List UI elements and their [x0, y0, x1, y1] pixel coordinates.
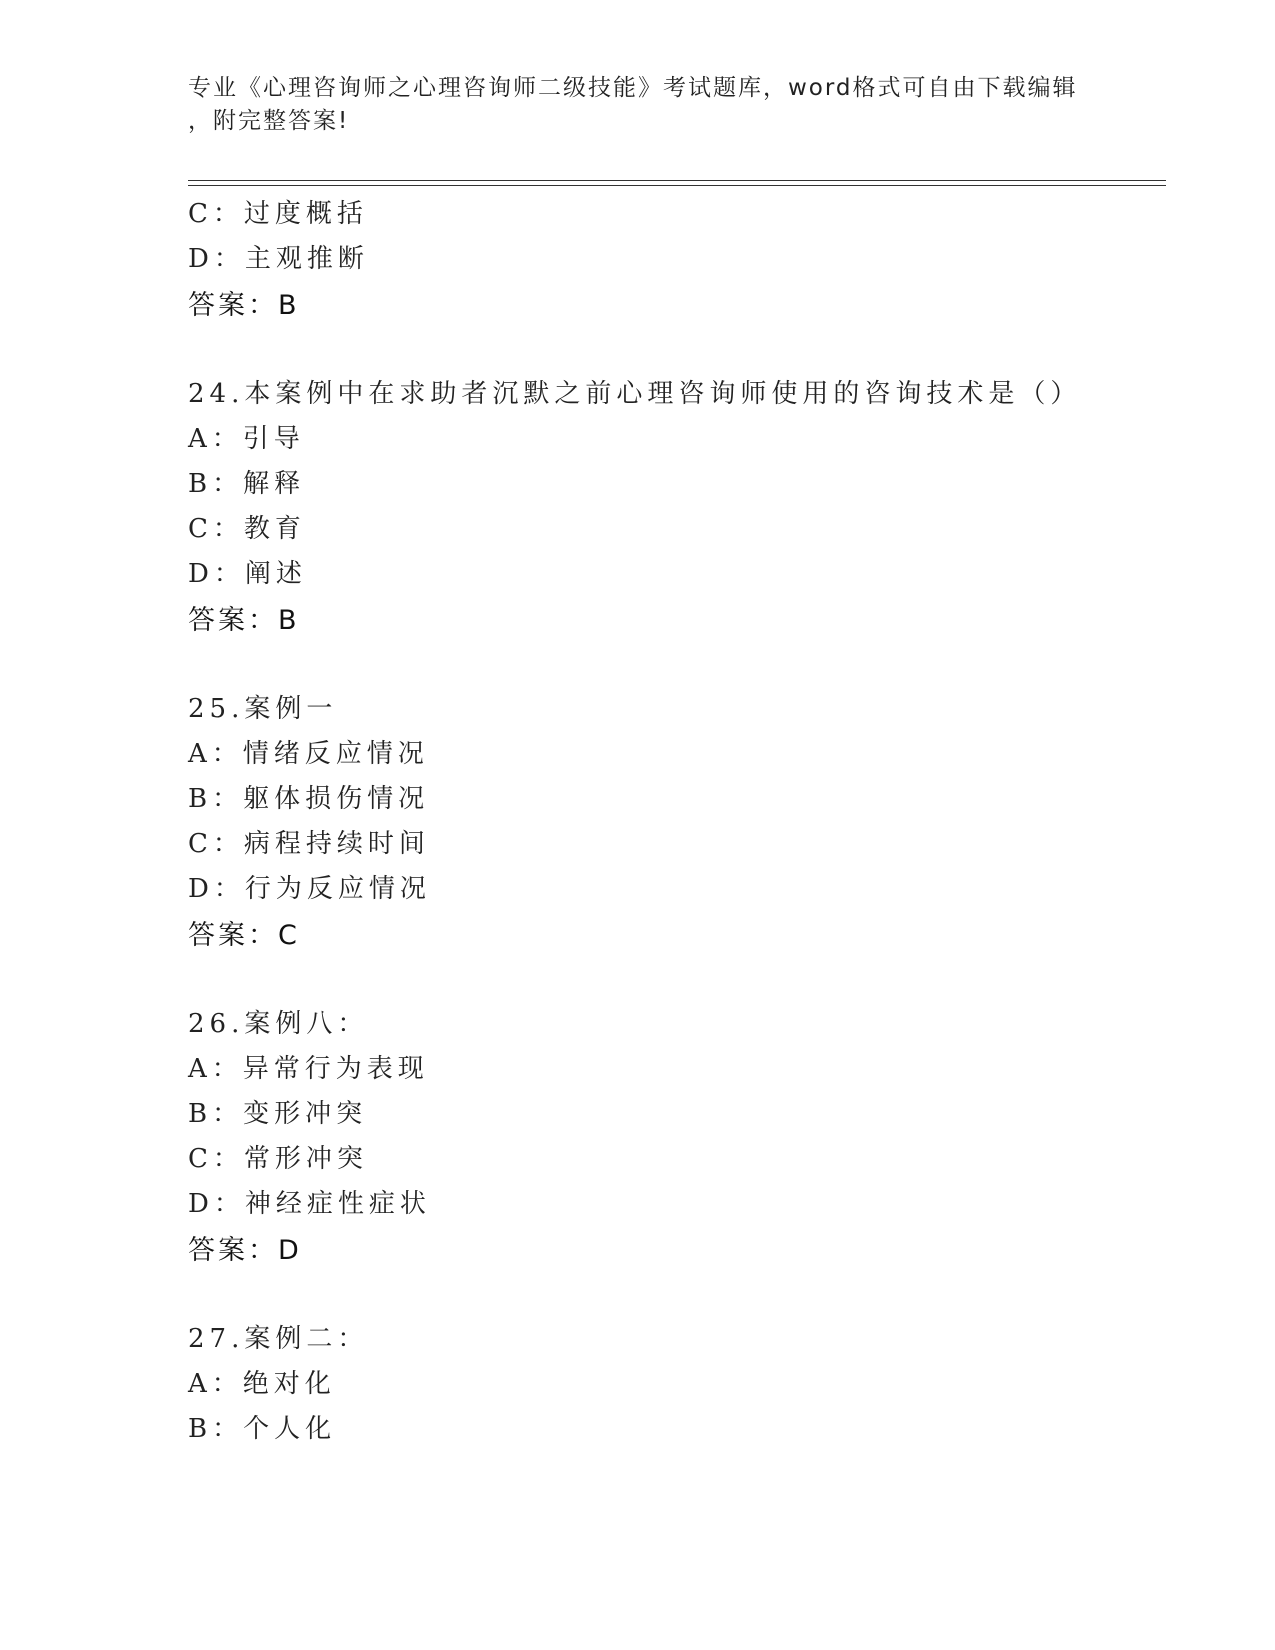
answer-value: B: [278, 605, 299, 636]
document-header: [188, 72, 1088, 138]
option-line: C：过度概括: [188, 199, 368, 229]
answer-value: C: [278, 920, 299, 951]
option-line: C：教育: [188, 514, 306, 544]
option-line: B：躯体损伤情况: [188, 784, 430, 814]
option-line: B：变形冲突: [188, 1099, 368, 1129]
header-divider-bottom: [188, 185, 1166, 186]
answer-label: 答案：: [188, 920, 278, 951]
option-line: A：引导: [188, 424, 305, 454]
answer-line: [188, 913, 299, 952]
option-line: C：病程持续时间: [188, 829, 430, 859]
option-line: A：情绪反应情况: [188, 739, 429, 769]
header-divider-top: [188, 180, 1166, 181]
answer-line: [188, 1228, 301, 1267]
header-title-line: 专业《心理咨询师之心理咨询师二级技能》考试题库，word格式可自由下载编辑: [188, 75, 1078, 101]
answer-value: B: [278, 290, 299, 321]
answer-label: 答案：: [188, 605, 278, 636]
question-stem: 25.案例一: [188, 694, 338, 724]
answer-line: [188, 283, 299, 322]
option-line: C：常形冲突: [188, 1144, 368, 1174]
answer-label: 答案：: [188, 290, 278, 321]
option-line: A：绝对化: [188, 1369, 336, 1399]
option-line: D：神经症性症状: [188, 1189, 431, 1219]
option-line: B：解释: [188, 469, 306, 499]
option-line: D：主观推断: [188, 244, 369, 274]
option-line: D：行为反应情况: [188, 874, 431, 904]
answer-label: 答案：: [188, 1235, 278, 1266]
answer-value: D: [278, 1235, 301, 1266]
option-line: D：阐述: [188, 559, 307, 589]
header-subtitle-line: ，附完整答案!: [188, 108, 350, 134]
question-stem: 26.案例八：: [188, 1009, 369, 1039]
question-stem: 24.本案例中在求助者沉默之前心理咨询师使用的咨询技术是（）: [188, 379, 1082, 409]
option-line: A：异常行为表现: [188, 1054, 429, 1084]
question-stem: 27.案例二：: [188, 1324, 369, 1354]
option-line: B：个人化: [188, 1414, 337, 1444]
answer-line: [188, 598, 299, 637]
